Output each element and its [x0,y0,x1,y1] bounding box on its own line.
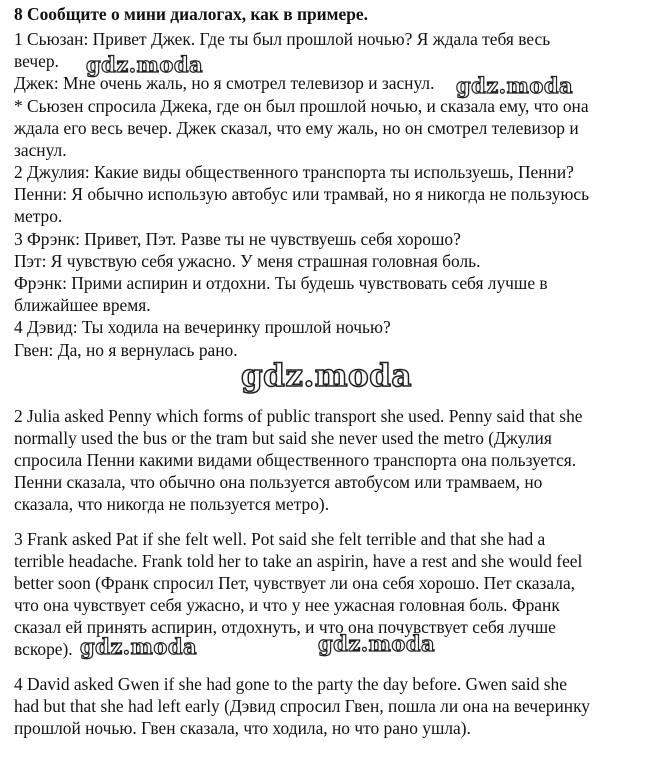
answer-4-line: 4 David asked Gwen if she had gone to the party the day before. Gwen said she [14,674,567,694]
dialogue-line: 4 Дэвид: Ты ходила на вечеринку прошлой ночью? [14,317,391,337]
dialogue-line: Гвен: Да, но я вернулась рано. [14,340,238,360]
watermark-logo: gdz.moda [241,358,412,394]
answer-3-line: terrible headache. Frank told her to take an aspirin, have a rest and she would feel [14,551,583,571]
dialogue-line: Пенни: Я обычно использую автобус или трамвай, но я никогда не пользуюсь [14,184,590,204]
answer-3-line: 3 Frank asked Pat if she felt well. Pot said she felt terrible and that she had a [14,529,546,549]
dialogue-line: вечер. [14,51,59,71]
dialogue-line: * Сьюзен спросила Джека, где он был прошлой ночью, и сказала ему, что она [14,96,589,116]
dialogue-line: ближайшее время. [14,295,151,315]
dialogue-line: Фрэнк: Прими аспирин и отдохни. Ты будешь чувствовать себя лучше в [14,273,548,293]
answer-3-line: сказал ей принять аспирин, отдохнуть, и что она почувствует себя лучше [14,617,556,637]
dialogue-line: заснул. [14,140,67,160]
answer-2-line: спросила Пенни какими видами общественного транспорта она пользуется. [14,450,577,470]
answer-4-line: had but that she had left early (Дэвид спросил Гвен, пошла ли она на вечеринку [14,696,590,716]
answer-4-line: прошлой ночью. Гвен сказала, что ходила, но что рано ушла). [14,718,471,738]
dialogue-line: 3 Фрэнк: Привет, Пэт. Разве ты не чувствуешь себя хорошо? [14,229,461,249]
dialogue-line: метро. [14,206,63,226]
dialogue-line: ждала его весь вечер. Джек сказал, что ему жаль, но он смотрел телевизор и [14,118,579,138]
watermark-logo: gdz.moda [86,52,204,77]
answer-2-line: 2 Julia asked Penny which forms of public transport she used. Penny said that she [14,406,583,426]
answer-3-line: что она чувствует себя ужасно, и что у нее ужасная головная боль. Франк [14,595,560,615]
answer-2-line: normally used the bus or the tram but said she never used the metro (Джулия [14,428,552,448]
dialogue-line: Пэт: Я чувствую себя ужасно. У меня страшная головная боль. [14,251,481,271]
dialogue-line: 1 Сьюзан: Привет Джек. Где ты был прошлой ночью? Я ждала тебя весь [14,29,551,49]
dialogue-line: Джек: Мне очень жаль, но я смотрел телевизор и заснул. [14,73,435,93]
answer-3-line: better soon (Франк спросил Пет, чувствует ли она себя хорошо. Пет сказала, [14,573,576,593]
watermark-logo: gdz.moda [80,634,198,659]
watermark-logo: gdz.moda [456,73,574,98]
dialogue-line: 2 Джулия: Какие виды общественного транспорта ты используешь, Пенни? [14,162,574,182]
exercise-heading: 8 Сообщите о мини диалогах, как в примере. [14,4,368,24]
answer-2-line: сказала, что никогда не пользуется метро). [14,494,330,514]
answer-3-line: вскоре). [14,639,73,659]
answer-2-line: Пенни сказала, что обычно она пользуется автобусом или трамваем, но [14,472,543,492]
watermark-logo: gdz.moda [318,631,436,656]
